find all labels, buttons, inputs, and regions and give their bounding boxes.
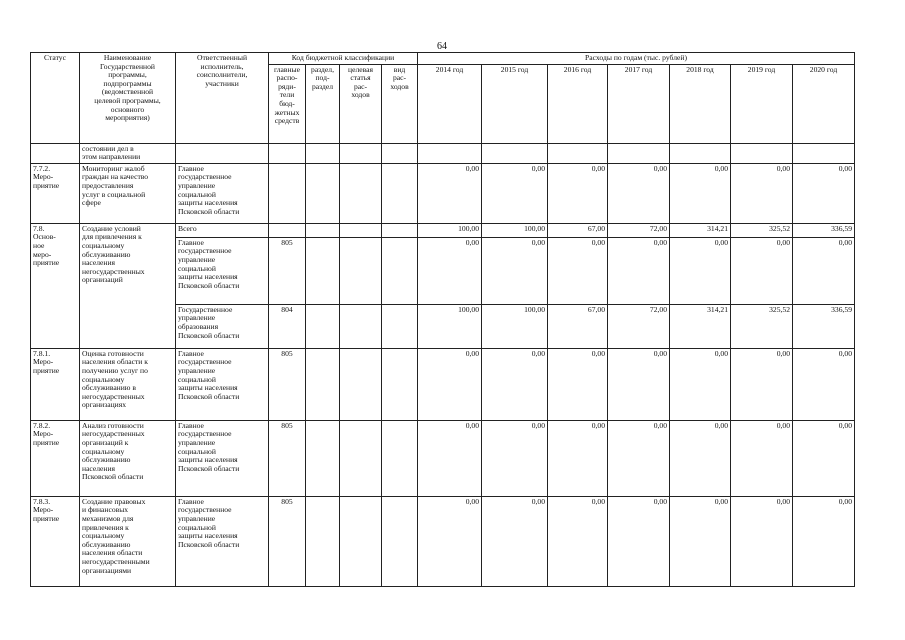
row-name: Создание правовых и финансовых механизмов для привлечения к социальному обслуживанию населения области негосударственными организациями [80, 496, 176, 586]
row-value: 100,00 [482, 223, 548, 237]
row-value: 0,00 [548, 163, 608, 223]
row-value: 0,00 [608, 348, 670, 420]
row-status: 7.8.3. Меро- приятие [31, 496, 80, 586]
row-value: 0,00 [608, 237, 670, 304]
table-row [31, 420, 855, 496]
row-grbs: 805 [269, 420, 306, 496]
row-value: 0,00 [418, 496, 482, 586]
row-value: 0,00 [731, 420, 793, 496]
header-year: 2015 год [482, 64, 548, 143]
header-name: Наименование Государственной программы, подпрограммы (ведомственной целевой программы, основного мероприятия) [80, 53, 176, 144]
header-expenses: Расходы по годам (тыс. рублей) [418, 53, 855, 65]
header-year: 2017 год [608, 64, 670, 143]
row-value: 336,59 [793, 223, 855, 237]
table-row [31, 163, 855, 223]
row-value: 100,00 [482, 304, 548, 348]
row-value: 0,00 [608, 496, 670, 586]
row-name: Анализ готовности негосударственных организаций к социальному обслуживанию населения Псковской области [80, 420, 176, 496]
row-value: 0,00 [793, 496, 855, 586]
row-value: 0,00 [418, 237, 482, 304]
row-value: 0,00 [482, 237, 548, 304]
row-value: 0,00 [548, 420, 608, 496]
row-value: 0,00 [731, 237, 793, 304]
row-responsible: Главное государственное управление социальной защиты населения Псковской области [176, 237, 269, 304]
row-value: 0,00 [793, 163, 855, 223]
row-grbs: 805 [269, 237, 306, 304]
row-status: 7.7.2. Меро- приятие [31, 163, 80, 223]
row-value: 0,00 [548, 496, 608, 586]
header-responsible: Ответственный исполнитель, соисполнители, участники [176, 53, 269, 144]
row-value: 314,21 [670, 223, 731, 237]
row-value: 0,00 [418, 348, 482, 420]
table-row [31, 223, 855, 237]
row-name: Мониторинг жалоб граждан на качество предоставления услуг в социальной сфере [80, 163, 176, 223]
row-value: 0,00 [482, 348, 548, 420]
row-value: 0,00 [482, 496, 548, 586]
row-value: 72,00 [608, 223, 670, 237]
row-value: 0,00 [731, 348, 793, 420]
row-value: 0,00 [731, 163, 793, 223]
row-value: 0,00 [670, 237, 731, 304]
row-value: 314,21 [670, 304, 731, 348]
row-value: 0,00 [793, 420, 855, 496]
row-responsible: Главное государственное управление социальной защиты населения Псковской области [176, 420, 269, 496]
row-value: 0,00 [482, 420, 548, 496]
header-year: 2014 год [418, 64, 482, 143]
row-responsible: Главное государственное управление социальной защиты населения Псковской области [176, 496, 269, 586]
row-status: 7.8.2. Меро- приятие [31, 420, 80, 496]
row-grbs: 805 [269, 496, 306, 586]
row-name: Создание условий для привлечения к социальному обслуживанию населения негосударственных организаций [80, 223, 176, 348]
header-year: 2019 год [731, 64, 793, 143]
row-responsible: Главное государственное управление социальной защиты населения Псковской области [176, 348, 269, 420]
table-row [31, 348, 855, 420]
header-status: Статус [31, 53, 80, 144]
row-responsible: Государственное управление образования Псковской области [176, 304, 269, 348]
row-grbs: 805 [269, 348, 306, 420]
header-code-grbs: главные распо- ряди- тели бюд- жетных средств [269, 64, 306, 143]
row-status: 7.8. Основ- ное меро- приятие [31, 223, 80, 348]
table-row [31, 496, 855, 586]
header-code-target: целевая статья рас- ходов [340, 64, 382, 143]
row-value: 336,59 [793, 304, 855, 348]
header-row-1 [31, 53, 855, 65]
row-value: 100,00 [418, 304, 482, 348]
row-value: 72,00 [608, 304, 670, 348]
header-code-type: вид рас- ходов [382, 64, 418, 143]
header-code-section: раздел, под- раздел [306, 64, 340, 143]
row-responsible: Главное государственное управление социальной защиты населения Псковской области [176, 163, 269, 223]
row-value: 100,00 [418, 223, 482, 237]
table-row [31, 143, 855, 163]
row-value: 0,00 [548, 348, 608, 420]
row-value: 325,52 [731, 304, 793, 348]
row-grbs: 804 [269, 304, 306, 348]
budget-expenses-table [30, 52, 855, 587]
row-value: 0,00 [670, 420, 731, 496]
row-value: 0,00 [793, 237, 855, 304]
header-year: 2016 год [548, 64, 608, 143]
header-budget-code: Код бюджетной классификации [269, 53, 418, 65]
row-value: 0,00 [731, 496, 793, 586]
header-year: 2018 год [670, 64, 731, 143]
header-year: 2020 год [793, 64, 855, 143]
row-grbs [269, 163, 306, 223]
row-status: 7.8.1. Меро- приятие [31, 348, 80, 420]
row-value: 0,00 [670, 496, 731, 586]
row-value: 67,00 [548, 304, 608, 348]
row-value: 67,00 [548, 223, 608, 237]
row-value: 325,52 [731, 223, 793, 237]
row-value: 0,00 [608, 163, 670, 223]
row-value: 0,00 [793, 348, 855, 420]
row-responsible: Всего [176, 223, 269, 237]
row-value: 0,00 [608, 420, 670, 496]
row-value: 0,00 [548, 237, 608, 304]
row-value: 0,00 [670, 348, 731, 420]
row-name: состоянии дел в этом направлении [80, 143, 176, 163]
row-grbs [269, 223, 306, 237]
row-name: Оценка готовности населения области к получению услуг по социальному обслуживанию в негосударственных организациях [80, 348, 176, 420]
row-value: 0,00 [670, 163, 731, 223]
row-value: 0,00 [418, 420, 482, 496]
page-number: 64 [437, 41, 447, 52]
row-value: 0,00 [418, 163, 482, 223]
row-value: 0,00 [482, 163, 548, 223]
